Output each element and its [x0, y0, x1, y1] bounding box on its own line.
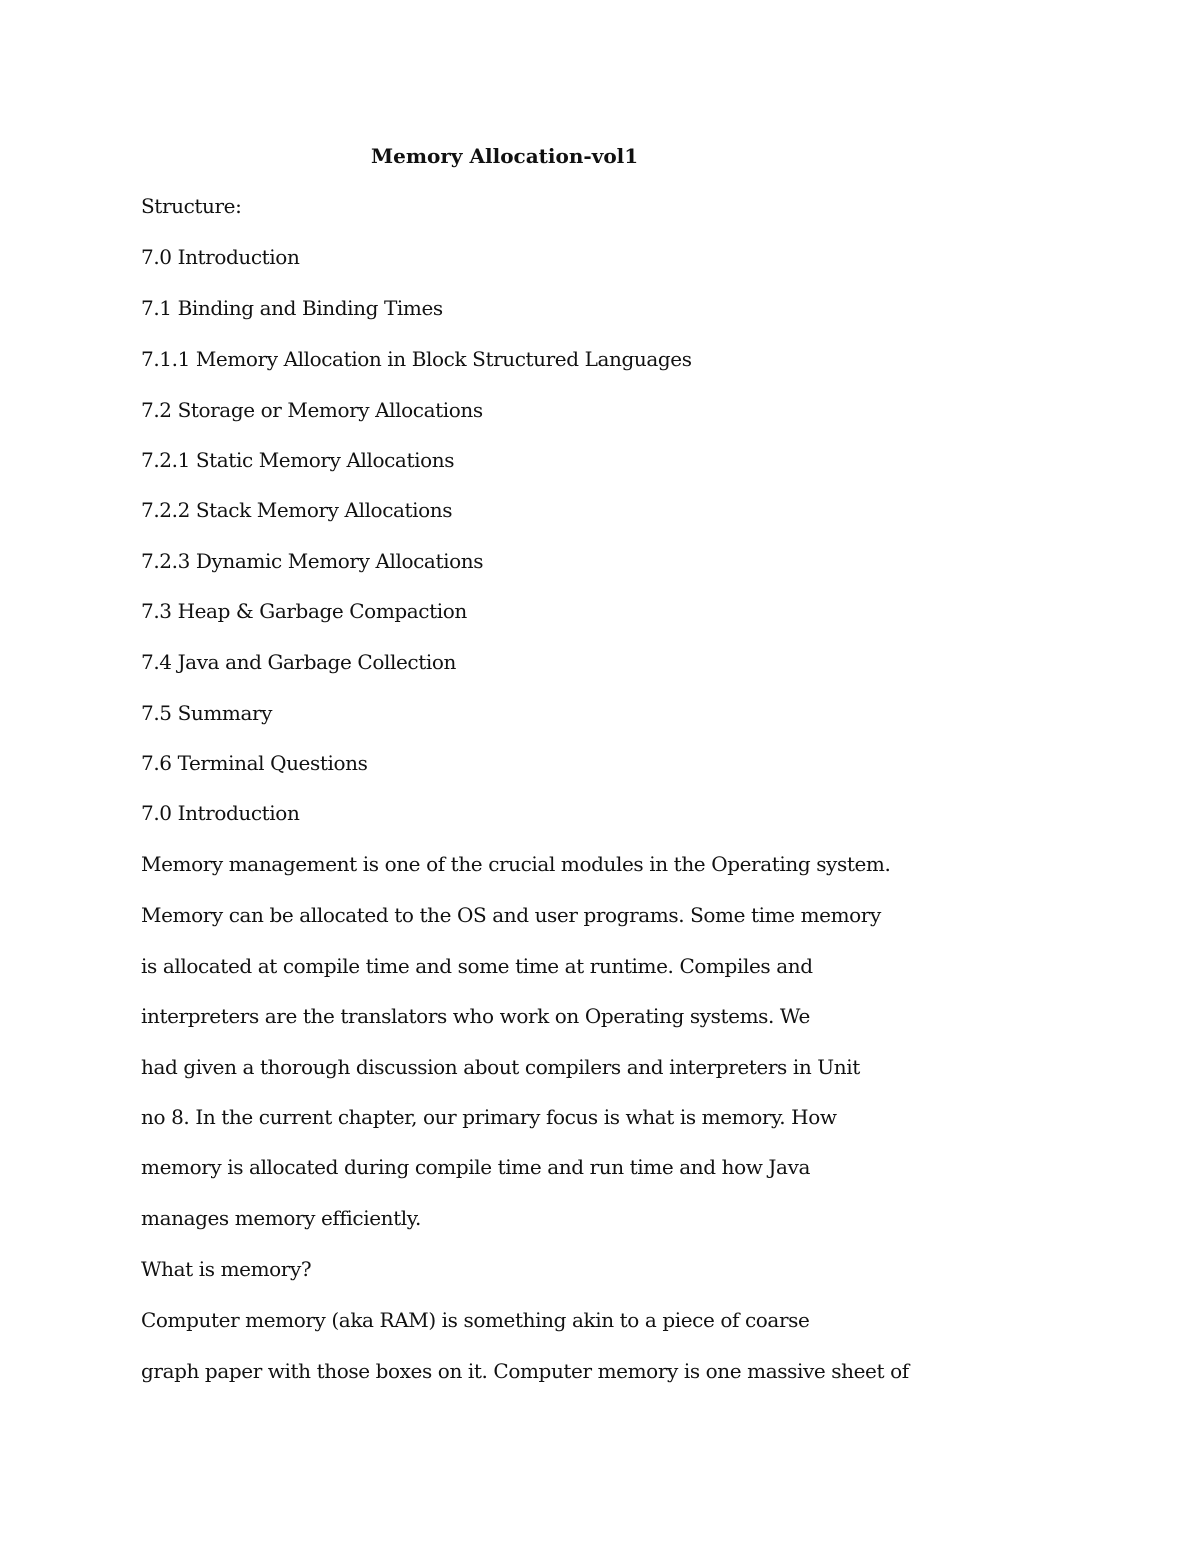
paragraph-line: had given a thorough discussion about compilers and interpreters in Unit: [141, 1055, 860, 1079]
toc-item: 7.5 Summary: [141, 701, 273, 725]
paragraph-line: Memory management is one of the crucial modules in the Operating system.: [141, 852, 891, 876]
toc-item: 7.1 Binding and Binding Times: [141, 296, 443, 320]
paragraph-line: interpreters are the translators who work on Operating systems. We: [141, 1004, 810, 1028]
toc-item: 7.2.2 Stack Memory Allocations: [141, 498, 453, 522]
paragraph-line: memory is allocated during compile time and run time and how Java: [141, 1155, 810, 1179]
toc-item: 7.4 Java and Garbage Collection: [141, 650, 456, 674]
paragraph-line: is allocated at compile time and some time at runtime. Compiles and: [141, 954, 813, 978]
section-heading: 7.0 Introduction: [141, 801, 300, 825]
toc-item: 7.2.3 Dynamic Memory Allocations: [141, 549, 484, 573]
paragraph-line: graph paper with those boxes on it. Computer memory is one massive sheet of: [141, 1359, 909, 1383]
toc-item: 7.1.1 Memory Allocation in Block Structured Languages: [141, 347, 692, 371]
paragraph-line: Memory can be allocated to the OS and user programs. Some time memory: [141, 903, 881, 927]
toc-item: 7.6 Terminal Questions: [141, 751, 368, 775]
paragraph-line: manages memory efficiently.: [141, 1206, 421, 1230]
question-heading: What is memory?: [141, 1257, 312, 1281]
paragraph-line: no 8. In the current chapter, our primary focus is what is memory. How: [141, 1105, 837, 1129]
toc-item: 7.0 Introduction: [141, 245, 300, 269]
toc-item: 7.2 Storage or Memory Allocations: [141, 398, 483, 422]
paragraph-line: Computer memory (aka RAM) is something akin to a piece of coarse: [141, 1308, 810, 1332]
toc-item: 7.2.1 Static Memory Allocations: [141, 448, 455, 472]
structure-label: Structure:: [141, 194, 242, 218]
toc-item: 7.3 Heap & Garbage Compaction: [141, 599, 467, 623]
document-title: Memory Allocation-vol1: [371, 144, 639, 168]
